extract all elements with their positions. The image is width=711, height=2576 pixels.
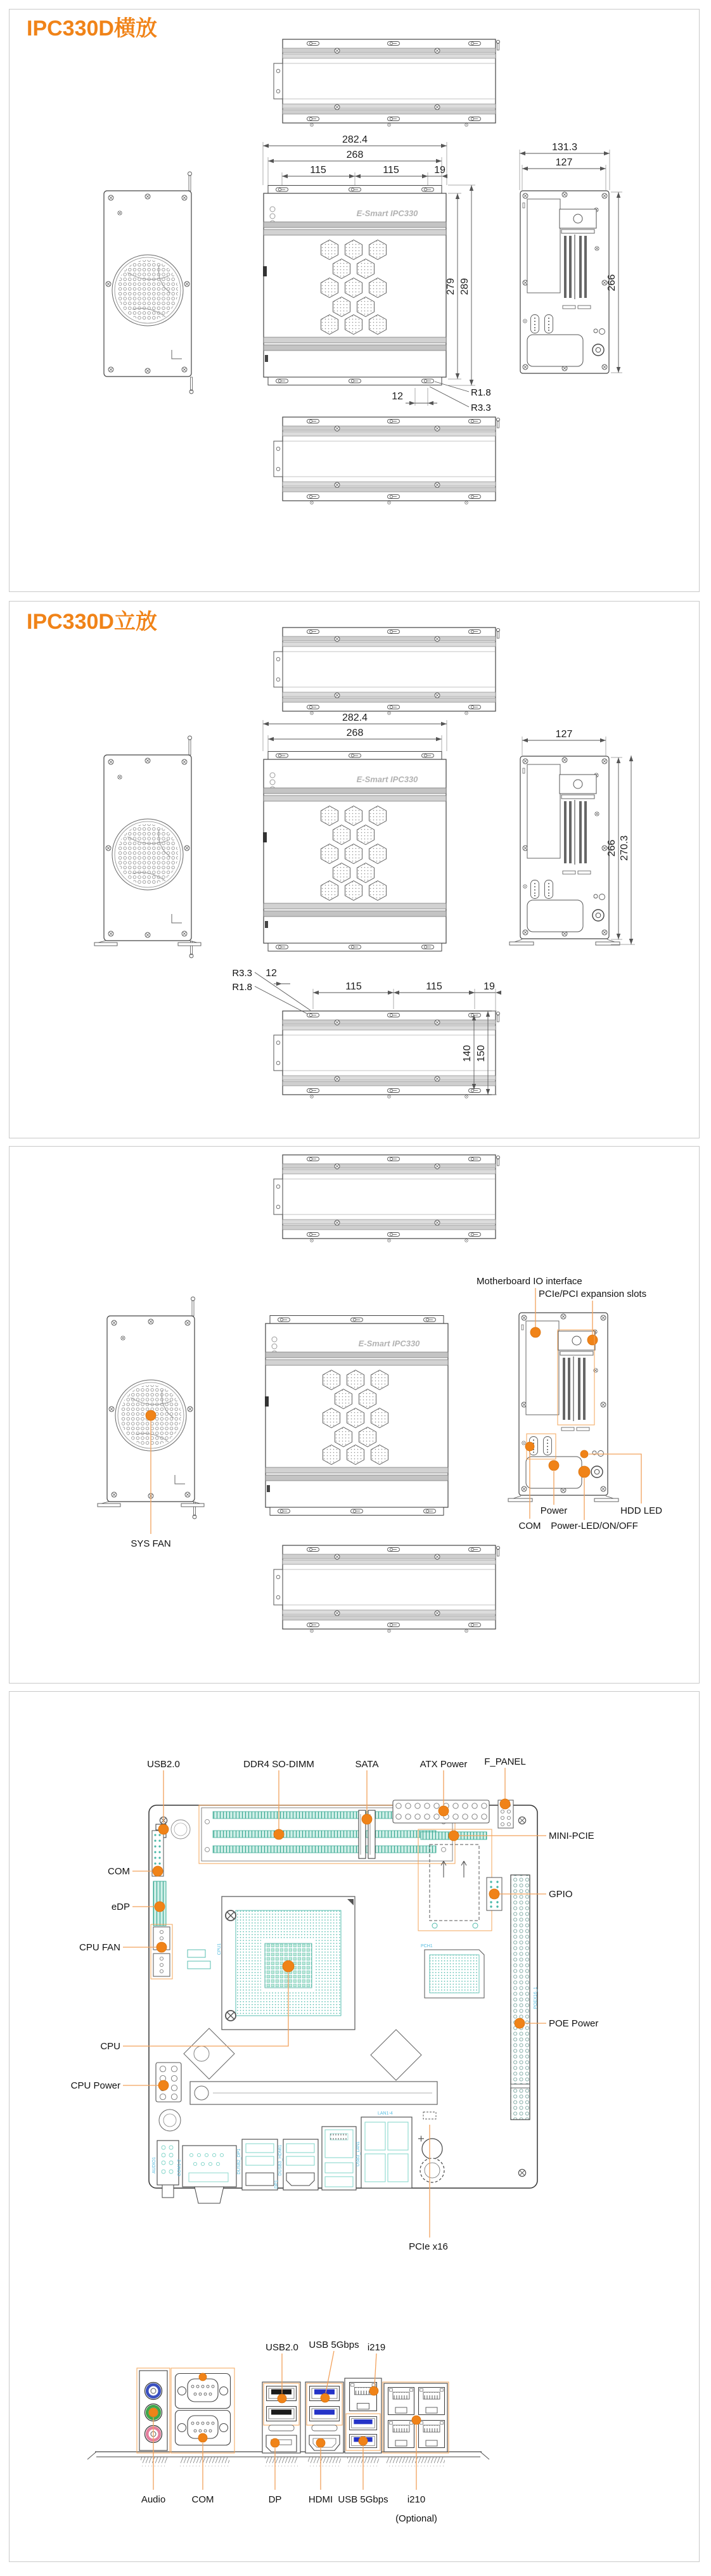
section4-drawing	[9, 1691, 700, 2561]
svg-text:19: 19	[434, 165, 445, 176]
io-label-optional: (Optional)	[395, 2513, 437, 2524]
motherboard	[149, 1800, 538, 2203]
label-edp: eDP	[111, 1902, 130, 1912]
svg-text:PCIe/PCI expansion slots: PCIe/PCI expansion slots	[539, 1289, 647, 1299]
label-ddr: DDR4 SO-DIMM	[243, 1759, 314, 1770]
label-gpio: GPIO	[549, 1889, 573, 1900]
label-com: COM	[108, 1866, 130, 1877]
svg-text:270.3: 270.3	[619, 835, 630, 861]
dim-hole-spans	[313, 981, 501, 1011]
svg-text:DUSB3_HDMI1: DUSB3_HDMI1	[278, 2144, 283, 2176]
callout-dot-sys-fan	[146, 1410, 156, 1420]
front-view	[263, 186, 446, 385]
top-view	[274, 39, 500, 126]
front-view	[265, 1316, 448, 1516]
dim-side-inner	[522, 157, 606, 190]
section3-drawing	[9, 1146, 700, 1682]
svg-text:USB3_LAN1: USB3_LAN1	[356, 2141, 361, 2167]
svg-text:R3.3: R3.3	[471, 402, 491, 413]
bottom-view	[274, 417, 500, 504]
label-cpu: CPU	[100, 2041, 120, 2052]
svg-text:127: 127	[555, 157, 573, 168]
sys-fan-label: SYS FAN	[131, 1538, 171, 1549]
dim-radius-small	[435, 382, 491, 398]
svg-text:Power-LED/ON/OFF: Power-LED/ON/OFF	[551, 1521, 638, 1531]
io-label-dp: DP	[268, 2494, 282, 2505]
section2-title: IPC330D立放	[27, 610, 157, 634]
rear-view	[520, 191, 609, 373]
svg-text:12: 12	[266, 968, 277, 979]
svg-text:COM1-2: COM1-2	[177, 2159, 182, 2177]
dim-width-inner	[268, 728, 442, 751]
section1-drawing	[9, 9, 700, 591]
svg-text:PCH1: PCH1	[421, 1944, 433, 1948]
svg-text:150: 150	[476, 1045, 487, 1062]
svg-text:127: 127	[555, 729, 573, 740]
label-poe: POE Power	[549, 2018, 599, 2029]
pcie-x16-slot	[511, 1875, 530, 2120]
pch-chip	[425, 1950, 484, 1998]
io-label-i210: i210	[407, 2494, 426, 2505]
io-label-com: COM	[191, 2494, 214, 2505]
svg-text:115: 115	[383, 165, 399, 176]
bottom-view	[274, 1545, 500, 1632]
rear-view	[508, 1313, 618, 1502]
dim-hole-spans	[282, 165, 447, 185]
io-label-usb5-top: USB 5Gbps	[309, 2340, 359, 2350]
svg-text:266: 266	[606, 839, 617, 857]
label-pciex16: PCIe x16	[409, 2241, 448, 2252]
svg-text:POEX16_1: POEX16_1	[534, 1987, 538, 2009]
dim-foot	[266, 968, 290, 986]
svg-text:COM: COM	[518, 1521, 541, 1531]
label-minipcie: MINI-PCIE	[549, 1831, 594, 1841]
fan-side-view	[94, 736, 201, 958]
fan-side-view	[104, 172, 193, 394]
io-label-hdmi: HDMI	[308, 2494, 333, 2505]
label-cpufan: CPU FAN	[79, 1942, 120, 1953]
svg-text:115: 115	[426, 981, 442, 992]
dim-foot	[392, 388, 437, 406]
svg-text:131.3: 131.3	[551, 142, 578, 153]
label-fpanel: F_PANEL	[484, 1756, 526, 1767]
svg-text:19: 19	[484, 981, 495, 992]
dim-side-inner	[522, 729, 606, 756]
top-view	[274, 628, 500, 714]
svg-text:115: 115	[345, 981, 362, 992]
svg-text:LAN1-4: LAN1-4	[378, 2111, 393, 2116]
svg-text:279: 279	[445, 278, 456, 295]
svg-text:282.4: 282.4	[342, 134, 368, 145]
svg-text:268: 268	[346, 150, 364, 160]
svg-text:Motherboard IO interface: Motherboard IO interface	[477, 1276, 582, 1287]
io-label-i219: i219	[367, 2342, 386, 2353]
svg-text:DP1: DP1	[274, 2180, 279, 2189]
svg-text:AUDIO1: AUDIO1	[152, 2156, 157, 2174]
label-sata: SATA	[355, 1759, 379, 1770]
io-bracket-panel	[87, 2340, 489, 2524]
rear-view	[509, 756, 620, 945]
label-usb2: USB2.0	[147, 1759, 180, 1770]
svg-text:266: 266	[606, 274, 617, 292]
m2-slot	[190, 2082, 437, 2104]
svg-text:DUSB2_DP1: DUSB2_DP1	[237, 2148, 241, 2175]
io-label-usb5-bottom: USB 5Gbps	[338, 2494, 388, 2505]
svg-text:R1.8: R1.8	[232, 982, 252, 993]
front-view	[263, 752, 446, 951]
label-cpupwr: CPU Power	[70, 2080, 120, 2091]
svg-text:CPU1: CPU1	[217, 1943, 222, 1955]
svg-text:Power: Power	[540, 1505, 568, 1516]
svg-text:289: 289	[459, 278, 470, 295]
io-label-usb2: USB2.0	[266, 2342, 298, 2353]
section1-title: IPC330D横放	[27, 16, 157, 41]
top-view	[274, 1155, 500, 1242]
dim-radius-small	[232, 982, 308, 1014]
usb2-dp-stack	[262, 2382, 300, 2453]
svg-text:282.4: 282.4	[342, 712, 368, 723]
svg-text:268: 268	[346, 728, 364, 738]
label-atx: ATX Power	[420, 1759, 468, 1770]
svg-text:12: 12	[392, 391, 403, 402]
svg-text:140: 140	[462, 1045, 473, 1062]
line-in-jack	[145, 2383, 162, 2400]
svg-text:R1.8: R1.8	[471, 387, 491, 398]
svg-text:R3.3: R3.3	[232, 968, 252, 979]
svg-text:HDD LED: HDD LED	[620, 1505, 662, 1516]
svg-text:115: 115	[310, 165, 326, 176]
section2-drawing	[9, 601, 700, 1137]
io-label-audio: Audio	[141, 2494, 166, 2505]
